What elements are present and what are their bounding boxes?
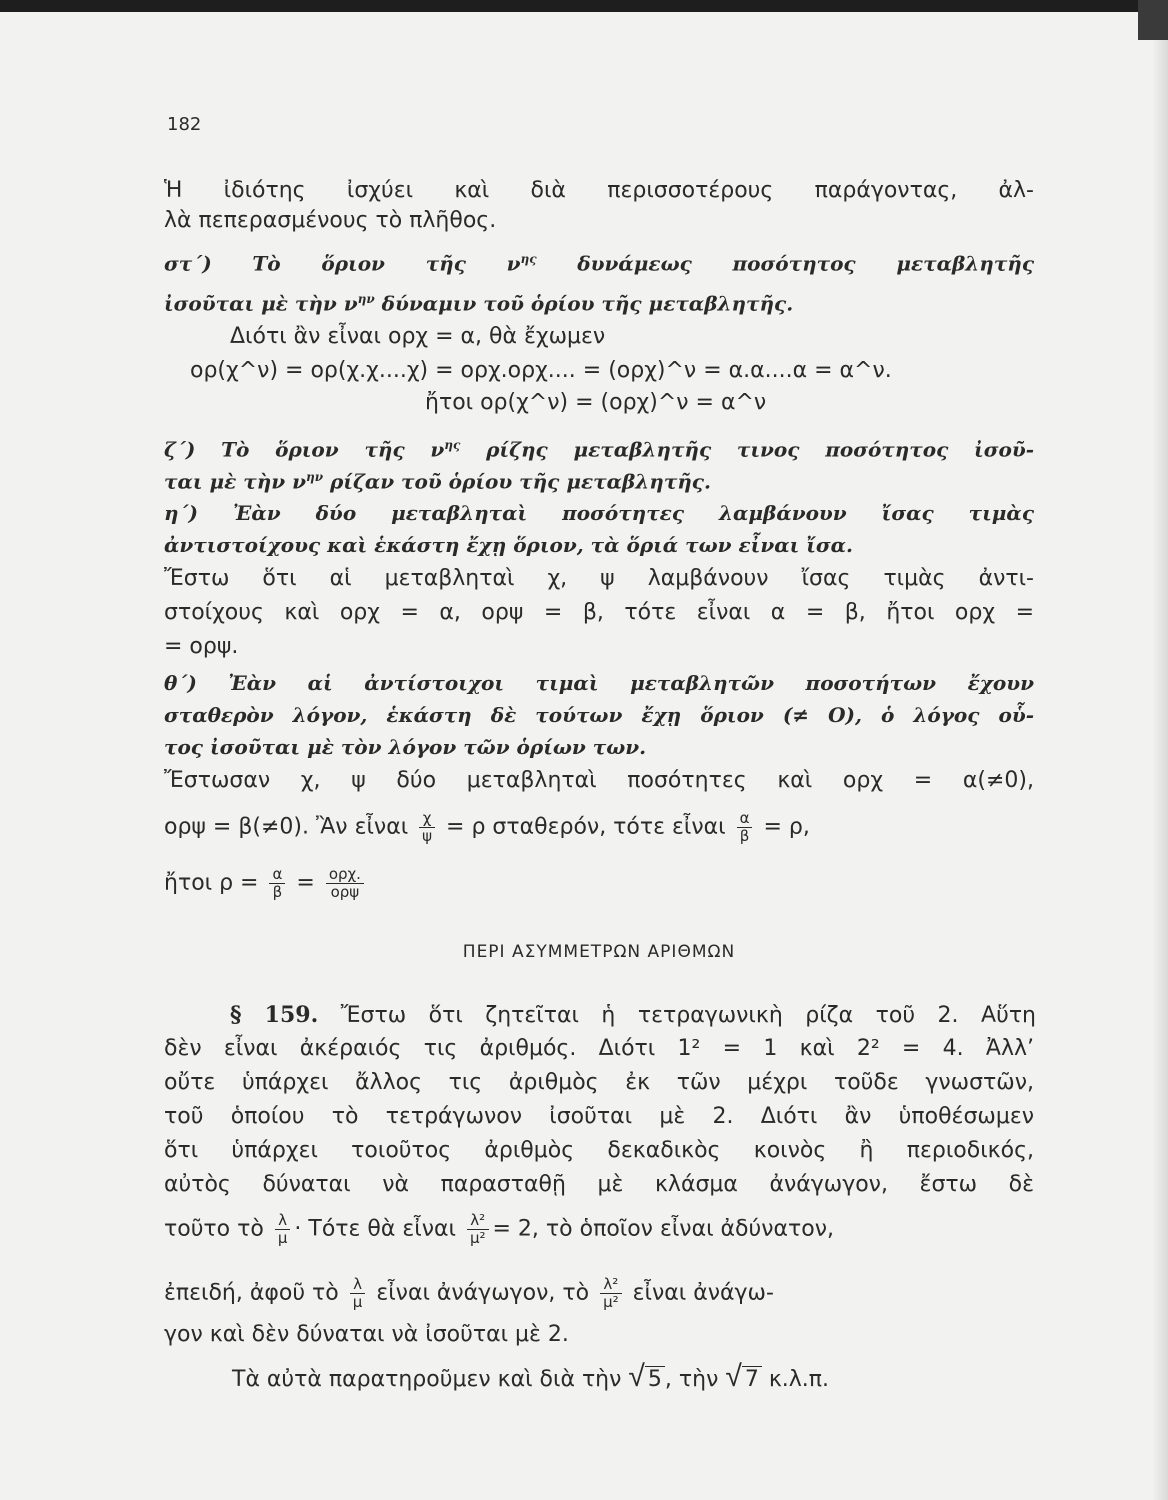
theorem-line: τος ἰσοῦται μὲ τὸν λόγον τῶν ὁρίων των. [164, 735, 647, 759]
text-line: = ορψ. [164, 634, 239, 659]
theorem-line: ζ΄) Τὸ ὅριον τῆς $\nu^{\eta\varsigma}$ ρίζης μεταβλητῆς τινος ποσότητος ἰσοῦ- [164, 437, 1034, 462]
page-number: 182 [167, 114, 202, 135]
theorem-line: η΄) Ἐὰν δύο μεταβληταὶ ποσότητες λαμβάνουν ἴσας τιμὰς [164, 501, 1034, 525]
equation-line: ἤτοι ορ(χ^ν) = (ορχ)^ν = α^ν [425, 390, 767, 415]
text-line: οὔτε ὑπάρχει ἄλλος τις ἀριθμὸς ἐκ τῶν μέχρι τοῦδε γνωστῶν, [164, 1070, 1034, 1095]
fraction-chi-psi: $\frac{\chi}{\psi}$ [419, 810, 435, 845]
text-line: λὰ πεπερασμένους τὸ πλῆθος. [164, 208, 497, 233]
text-line: § 159. Ἔστω ὅτι ζητεῖται ἡ τετραγωνικὴ ρίζα τοῦ 2. Αὕτη [230, 1002, 1037, 1028]
fraction-alpha-beta: $\frac{\alpha}{\beta}$ [737, 810, 753, 845]
text-line: δὲν εἶναι ἀκέραιός τις ἀριθμός. Διότι 1² = 1 καὶ 2² = 4. Ἀλλ’ [164, 1036, 1034, 1061]
fraction-lambda-mu: $\frac{\lambda}{\mu}$ [350, 1276, 366, 1311]
text-line: στοίχους καὶ ορχ = α, ορψ = β, τότε εἶναι α = β, ἤτοι ορχ = [164, 600, 1034, 625]
theorem-line: σταθερὸν λόγον, ἑκάστη δὲ τούτων ἔχῃ ὅριον (≠ O), ὁ λόγος οὗ- [164, 703, 1034, 727]
fraction-lambda2-mu2: $\frac{\text{λ²}}{\text{μ²}}$ [600, 1276, 622, 1311]
theorem-line: ἀντιστοίχους καὶ ἑκάστη ἔχῃ ὅριον, τὰ ὅριά των εἶναι ἴσα. [164, 533, 854, 557]
theorem-line: ἰσοῦται μὲ τὴν $\nu^{\eta\nu}$ δύναμιν τοῦ ὁρίου τῆς μεταβλητῆς. [164, 291, 794, 316]
text-line: τοῦ ὁποίου τὸ τετράγωνον ἰσοῦται μὲ 2. Διότι ἂν ὑποθέσωμεν [164, 1104, 1034, 1129]
equation-line: ἐπειδή, ἀφοῦ τὸ $\frac{\lambda}{\mu}$ εἶναι ἀνάγωγον, τὸ $\frac{\text{λ²}}{\text{μ²}}$ εἶναι ἀνάγω- [164, 1275, 774, 1311]
text-line: Διότι ἂν εἶναι ορχ = α, θὰ ἔχωμεν [230, 324, 606, 349]
text-line: αὐτὸς δύναται νὰ παρασταθῇ μὲ κλάσμα ἀνάγωγον, ἔστω δὲ [164, 1172, 1034, 1197]
equation-line: ἤτοι ρ = $\frac{\alpha}{\beta}$ = $\frac{\text{ορχ.}}{\text{ορψ}}$ [164, 866, 1034, 901]
scan-corner-shadow [1138, 0, 1168, 40]
section-number: § 159. [230, 1002, 319, 1028]
equation-line: ορψ = β(≠0). Ἂν εἶναι $\frac{\chi}{\psi}$ = ρ σταθερόν, τότε εἶναι $\frac{\alpha}{\beta}$ = ρ, [164, 809, 810, 845]
section-heading: ΠΕΡΙ ΑΣΥΜΜΕΤΡΩΝ ΑΡΙΘΜΩΝ [462, 942, 736, 962]
theorem-line: θ΄) Ἐὰν αἱ ἀντίστοιχοι τιμαὶ μεταβλητῶν ποσοτήτων ἔχουν [164, 671, 1034, 695]
fraction-alpha-beta: $\frac{\alpha}{\beta}$ [269, 866, 285, 901]
equation-line: ορ(χ^ν) = ορ(χ.χ....χ) = ορχ.ορχ.... = (ορχ)^ν = α.α....α = α^ν. [190, 358, 892, 383]
fraction-lambda-mu: $\frac{\lambda}{\mu}$ [275, 1212, 291, 1247]
fraction-limits: $\frac{\text{ορχ.}}{\text{ορψ}}$ [326, 866, 364, 901]
fraction-lambda2-mu2: $\frac{\text{λ²}}{\text{μ²}}$ [467, 1212, 489, 1247]
text-line: Τὰ αὐτὰ παρατηροῦμεν καὶ διὰ τὴν √ 5 , τὴν √ 7 κ.λ.π. [232, 1359, 830, 1394]
page-edge-shadow [1152, 40, 1168, 1500]
scan-top-edge [0, 0, 1168, 12]
text-line: Ἡ ἰδιότης ἰσχύει καὶ διὰ περισσοτέρους παράγοντας, ἀλ- [164, 178, 1034, 203]
text-line: γον καὶ δὲν δύναται νὰ ἰσοῦται μὲ 2. [164, 1322, 569, 1347]
theorem-line: στ΄) Τὸ ὅριον τῆς $\nu^{\eta\varsigma}$ δυνάμεως ποσότητος μεταβλητῆς [164, 251, 1035, 276]
theorem-line: ται μὲ τὴν $\nu^{\eta\nu}$ ρίζαν τοῦ ὁρίου τῆς μεταβλητῆς. [164, 469, 711, 494]
equation-line: τοῦτο τὸ $\frac{\lambda}{\mu}$ · Τότε θὰ εἶναι $\frac{\text{λ²}}{\text{μ²}}$ = 2, τὸ ὁποῖον εἶναι ἀδύνατον, [164, 1211, 834, 1247]
radical-sqrt7: √ 7 [725, 1367, 761, 1392]
radical-sqrt5: √ 5 [628, 1367, 664, 1392]
text-line: ὅτι ὑπάρχει τοιοῦτος ἀριθμὸς δεκαδικὸς κοινὸς ἢ περιοδικός, [164, 1138, 1034, 1163]
text-line: Ἔστω ὅτι αἱ μεταβληταὶ χ, ψ λαμβάνουν ἴσας τιμὰς ἀντι- [164, 566, 1034, 591]
text-line: Ἔστωσαν χ, ψ δύο μεταβληταὶ ποσότητες καὶ ορχ = α(≠0), [164, 768, 1034, 793]
